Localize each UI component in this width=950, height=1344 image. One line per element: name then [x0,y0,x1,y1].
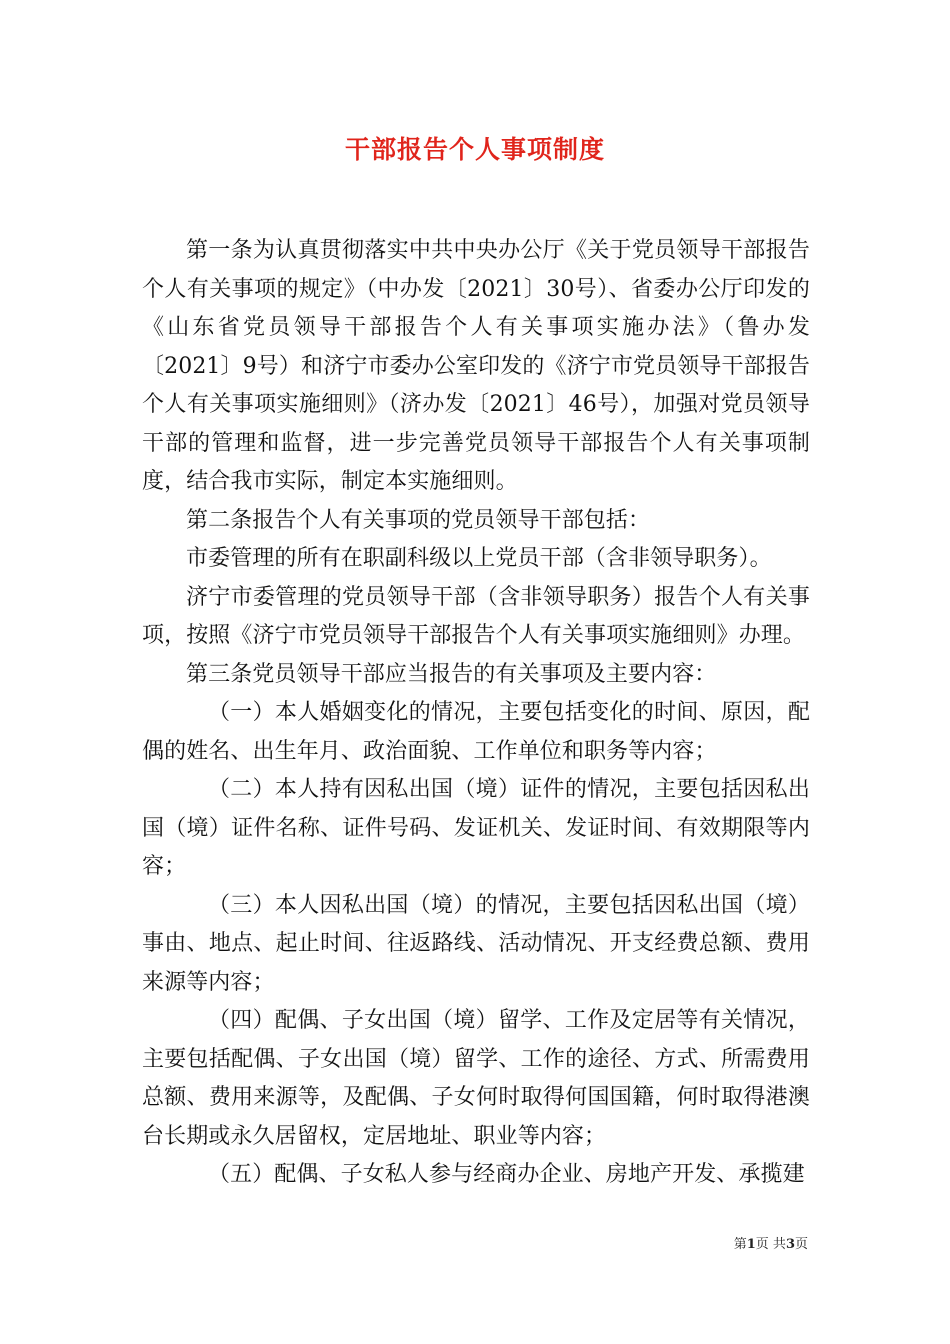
current-page-number: 1 [746,1237,756,1252]
document-body [142,232,810,1195]
footer-prefix: 第 [733,1237,747,1252]
list-item: （四）配偶、子女出国（境）留学、工作及定居等有关情况，主要包括配偶、子女出国（境）留学、工作的途径、方式、所需费用总额、费用来源等，及配偶、子女何时取得何国国籍，何时取得港澳台长期或永久居留权，定居地址、职业等内容； [142,1008,810,1149]
list-item: （五）配偶、子女私人参与经商办企业、房地产开发、承揽建 [208,1162,805,1187]
document-title: 干部报告个人事项制度 [344,135,605,164]
footer-middle: 页 共 [755,1237,786,1252]
article-2-note-paragraph: 济宁市委管理的党员领导干部（含非领导职务）报告个人有关事项，按照《济宁市党员领导干部报告个人有关事项实施细则》办理。 [142,584,810,648]
article-2-paragraph: 第二条报告个人有关事项的党员领导干部包括： [186,507,651,533]
page-number-footer [734,1236,808,1254]
article-1-paragraph: 第一条为认真贯彻落实中共中央办公厅《关于党员领导干部报告个人有关事项的规定》（中办发〔2021〕30号）、省委办公厅印发的《山东省党员领导干部报告个人有关事项实施办法》（鲁办发〔2021〕9号）和济宁市委办公室印发的《济宁市党员领导干部报告个人有关事项实施细则》（济办发〔2021〕46号），加强对党员领导干部的管理和监督，进一步完善党员领导干部报告个人有关事项制度，结合我市实际，制定本实施细则。 [142,238,810,494]
footer-suffix: 页 [794,1237,808,1252]
article-3-paragraph: 第三条党员领导干部应当报告的有关事项及主要内容： [186,661,717,687]
article-2-scope-paragraph: 市委管理的所有在职副科级以上党员干部（含非领导职务）。 [186,546,772,571]
list-item: （二）本人持有因私出国（境）证件的情况，主要包括因私出国（境）证件名称、证件号码、发证机关、发证时间、有效期限等内容； [142,777,810,879]
total-pages-number: 3 [785,1237,795,1252]
list-item: （三）本人因私出国（境）的情况，主要包括因私出国（境）事由、地点、起止时间、往返路线、活动情况、开支经费总额、费用来源等内容； [142,892,810,995]
list-item: （一）本人婚姻变化的情况，主要包括变化的时间、原因，配偶的姓名、出生年月、政治面貌、工作单位和职务等内容； [142,700,810,764]
